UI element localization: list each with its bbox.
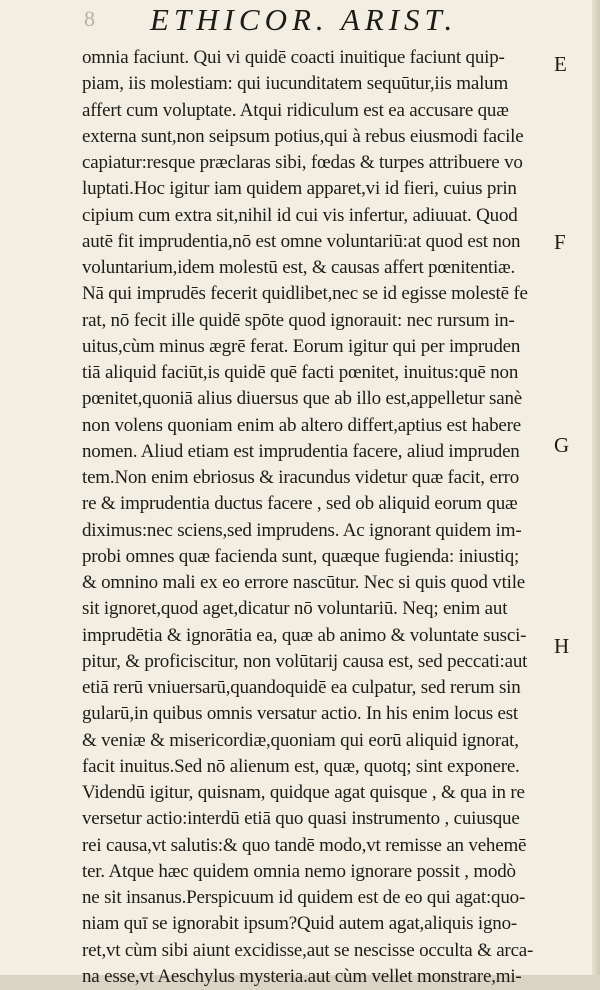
text-line: Videndū igitur, quisnam, quidque agat quisque , & qua in re [82, 782, 525, 803]
page-edge-shadow [592, 0, 600, 975]
text-line: tiā aliquid faciūt,is quidē quē facti pœnitet, inuitus:quē non [82, 362, 519, 383]
text-line: luptati.Hoc igitur iam quidem apparet,vi id fieri, cuius prin [82, 178, 517, 200]
text-line: pœnitet,quoniā alius diuersus que ab illo est,appelletur sanè [82, 388, 522, 410]
text-line: affert cum voluptate. Atqui ridiculum est ea accusare quæ [82, 99, 509, 121]
text-line: versetur actio:interdū etiā quo quasi instrumento , cuiusque [82, 808, 520, 830]
text-line: autē fit imprudentia,nō est omne voluntariū:at quod est non [82, 230, 521, 252]
text-line: nomen. Aliud etiam est imprudentia facere, aliud impruden [82, 440, 520, 462]
text-line: uitus,cùm minus ægrē ferat. Eorum igitur qui per impruden [82, 335, 521, 357]
text-line: voluntarium,idem molestū est, & causas affert pœnitentiæ. [82, 257, 516, 278]
page-number: 8 [84, 6, 95, 31]
text-line: imprudētia & ignorātia ea, quæ ab animo & voluntate susci- [82, 624, 527, 646]
text-line: externa sunt,non seipsum potius,qui à rebus eiusmodi facile [82, 125, 524, 147]
text-line: Nā qui imprudēs fecerit quidlibet,nec se id egisse molestē fe [82, 283, 528, 305]
marginal-letter-g: G [554, 433, 570, 457]
text-line: re & imprudentia ductus facere , sed ob aliquid eorum quæ [82, 493, 518, 515]
text-line: omnia faciunt. Qui vi quidē coacti inuitique faciunt quip- [82, 47, 505, 68]
running-head: ETHICOR. ARIST. [150, 2, 458, 37]
text-line: gularū,in quibus omnis versatur actio. In his enim locus est [82, 703, 519, 725]
text-line: diximus:nec sciens,sed imprudens. Ac ignorant quidem im- [82, 519, 522, 541]
text-line: non volens quoniam enim ab altero differt,aptius est habere [82, 414, 521, 436]
text-line: & omnino mali ex eo errore nascūtur. Nec si quis quod vtile [82, 572, 526, 593]
text-line: facit inuitus.Sed nō alienum est, quæ, quotq; sint exponere. [82, 755, 520, 777]
marginal-letter-e: E [554, 52, 567, 76]
text-line: piam, iis molestiam: qui iucunditatem sequūtur,iis malum [82, 73, 509, 95]
text-line: ret,vt cùm sibi aiunt excidisse,aut se nescisse occulta & arca- [82, 939, 534, 961]
text-line: rat, nō fecit ille quidē spōte quod ignorauit: nec rursum in- [82, 309, 515, 331]
text-line: cipium cum extra sit,nihil id cui vis infertur, adiuuat. Quod [82, 204, 518, 226]
text-line: etiā rerū vniuersarū,quandoquidē ea culpatur, sed rerum sin [82, 677, 521, 698]
text-line: tem.Non enim ebriosus & iracundus videtur quæ facit, erro [82, 467, 520, 488]
body-text [82, 45, 552, 990]
text-line: & veniæ & misericordiæ,quoniam qui eorū aliquid ignorat, [82, 729, 519, 751]
text-line: rei causa,vt salutis:& quo tandē modo,vt remisse an vehemē [82, 834, 527, 856]
text-line: probi omnes quæ facienda sunt, quæque fugienda: iniustiq; [82, 545, 520, 567]
text-line: pitur, & proficiscitur, non volūtarij causa est, sed peccati:aut [82, 650, 528, 672]
marginal-letter-h: H [554, 634, 570, 658]
text-line: ter. Atque hæc quidem omnia nemo ignorare possit , modò [82, 860, 516, 882]
text-line: ne sit insanus.Perspicuum id quidem est de eo qui agat:quo- [82, 887, 526, 908]
text-line: niam quī se ignorabit ipsum?Quid autem agat,aliquis igno- [82, 913, 518, 935]
text-line: capiatur:resque præclaras sibi, fœdas & turpes attribuere vo [82, 152, 523, 173]
text-line: na esse,vt Aeschylus mysteria.aut cùm vellet monstrare,mi- [82, 965, 522, 987]
text-line: sit ignoret,quod aget,dicatur nō voluntariū. Neq; enim aut [82, 598, 508, 620]
marginal-letter-f: F [554, 230, 566, 254]
